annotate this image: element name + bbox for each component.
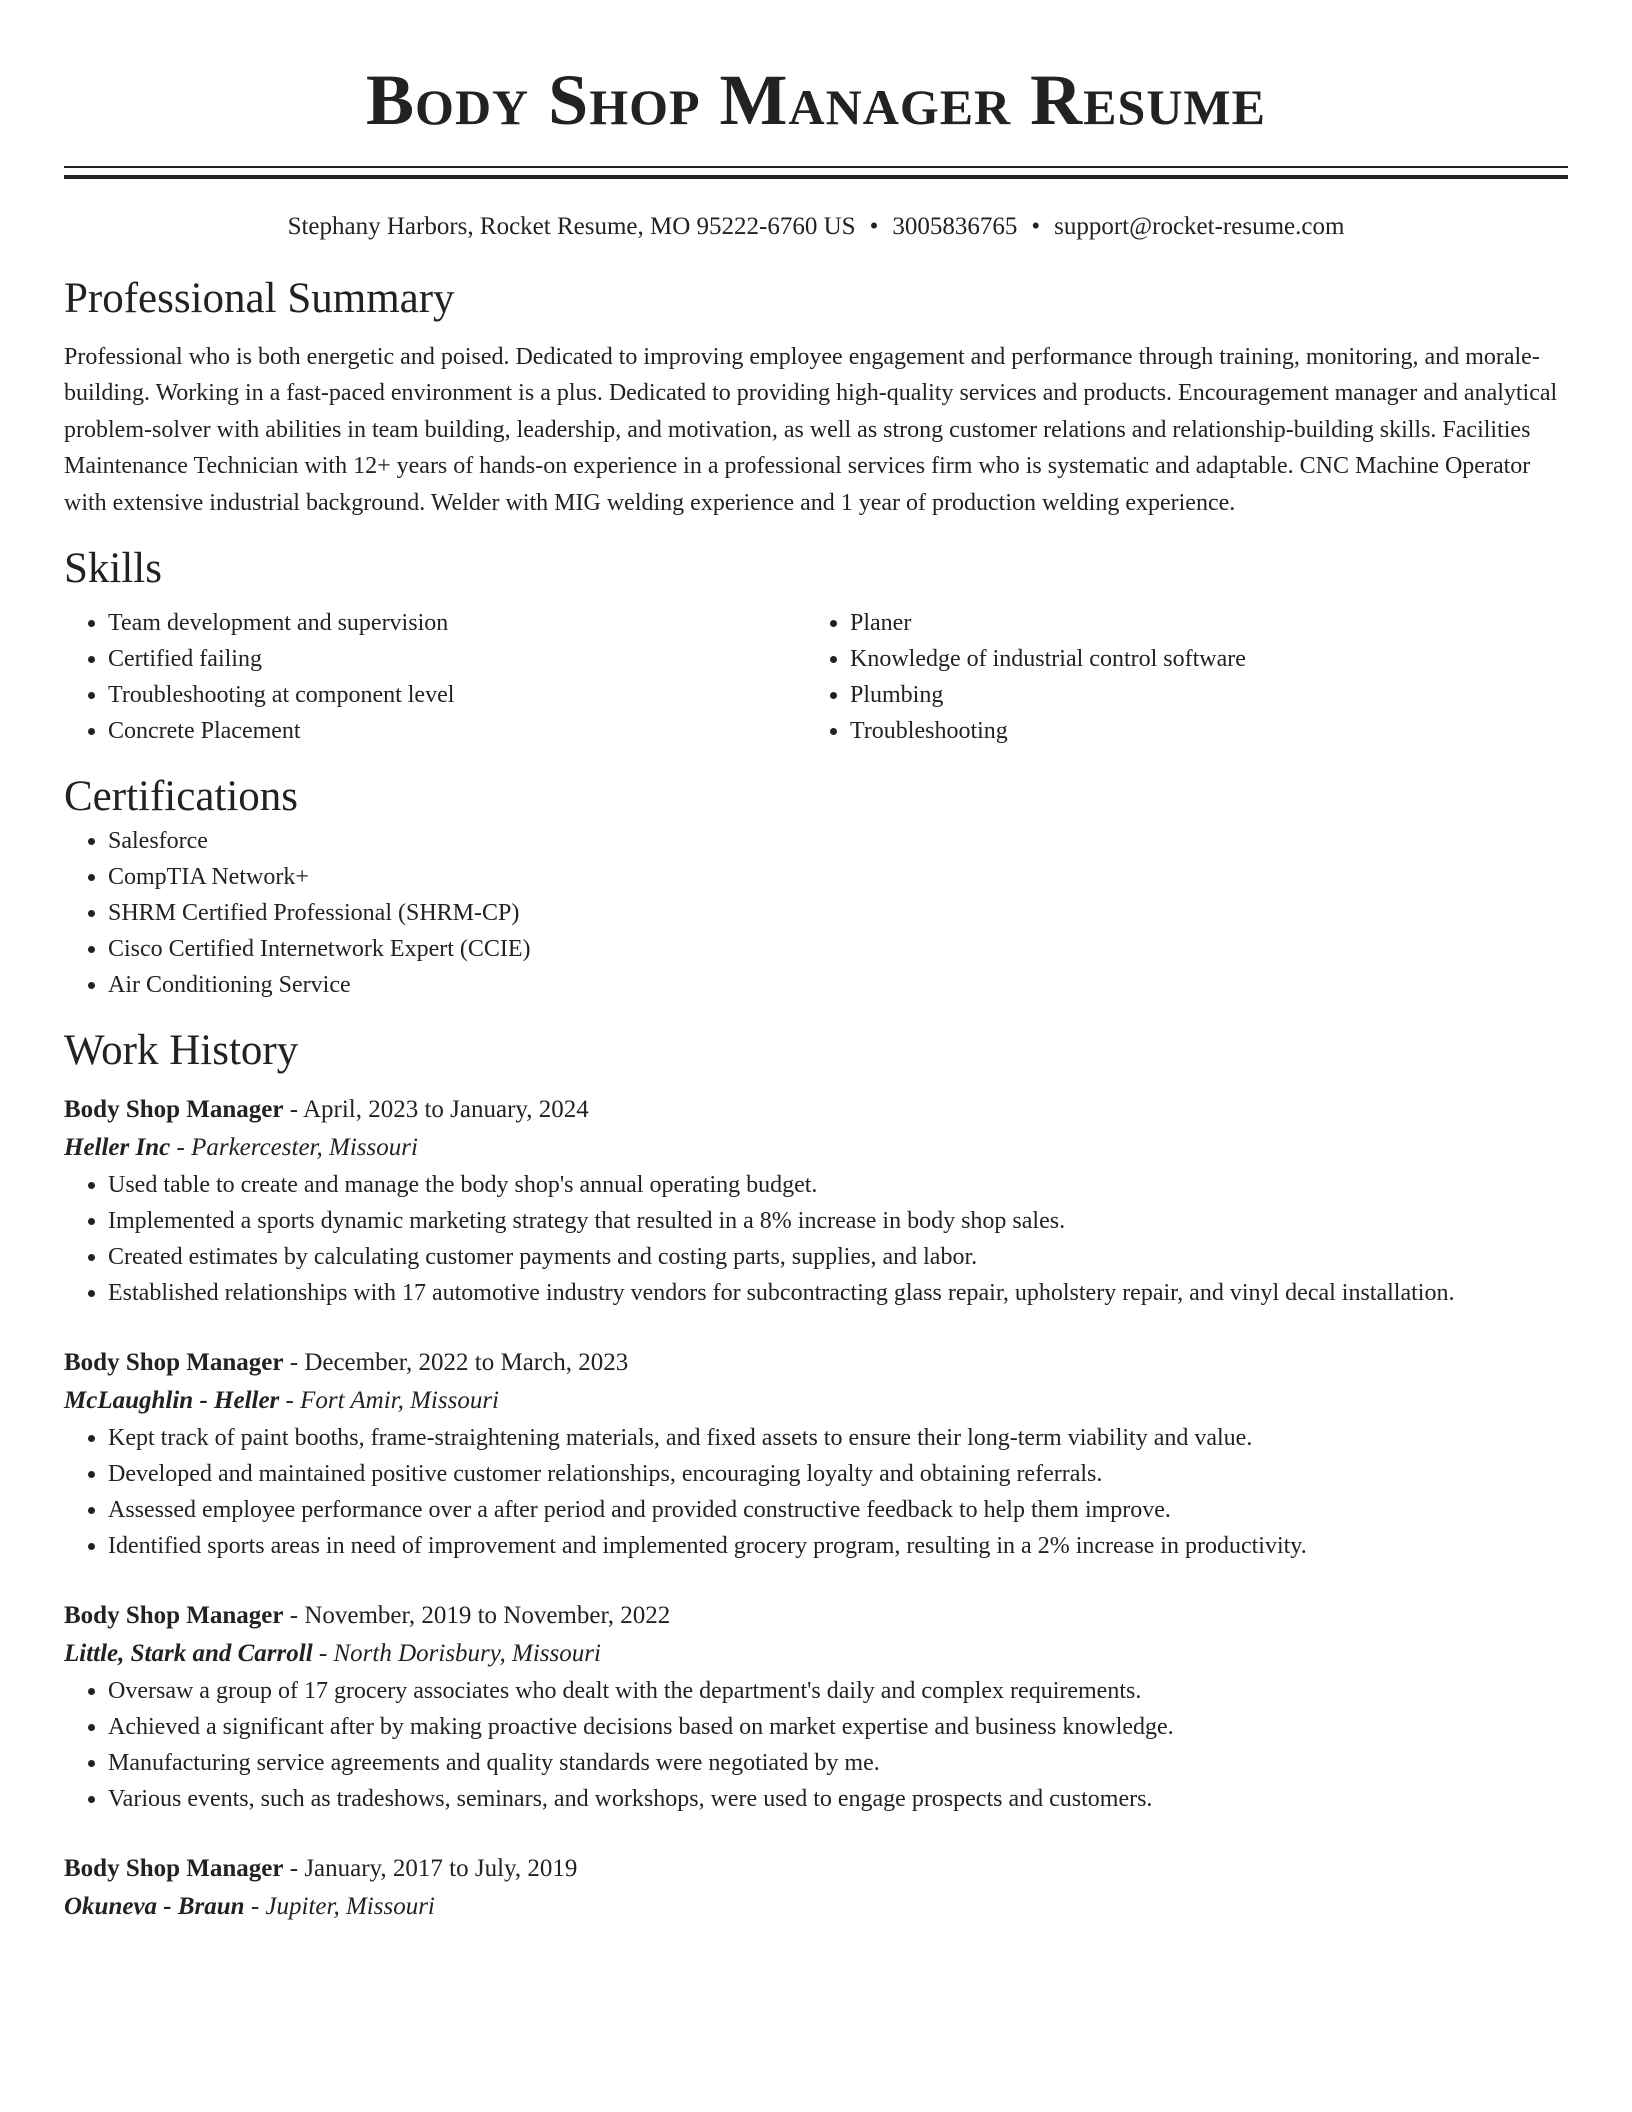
- certification-item: • Salesforce: [108, 823, 1568, 859]
- job-location: Jupiter, Missouri: [265, 1893, 435, 1921]
- certification-item: • CompTIA Network+: [108, 859, 1568, 895]
- job-duty: • Identified sports areas in need of improvement and implemented grocery program, resulting in a 2% increase in productivity.: [108, 1528, 1568, 1564]
- job-company: McLaughlin - Heller: [64, 1387, 280, 1415]
- job-dates: December, 2022 to March, 2023: [304, 1349, 629, 1377]
- skills-column-right: [806, 605, 1548, 749]
- contact-separator: •: [1031, 213, 1041, 240]
- contact-address: Stephany Harbors, Rocket Resume, MO 95222-6760 US: [287, 213, 856, 240]
- skills-column-left: [64, 605, 806, 749]
- job-header: Body Shop Manager - November, 2019 to November, 2022: [64, 1602, 671, 1630]
- job-location: Fort Amir, Missouri: [300, 1387, 500, 1415]
- job-duty: • Developed and maintained positive customer relationships, encouraging loyalty and obtaining referrals.: [108, 1456, 1568, 1492]
- skill-item: • Troubleshooting at component level: [108, 677, 806, 713]
- job-title: Body Shop Manager: [64, 1855, 284, 1883]
- job-company-line: Heller Inc - Parkercester, Missouri: [64, 1134, 418, 1162]
- job-duty: • Achieved a significant after by making proactive decisions based on market expertise and business knowledge.: [108, 1709, 1568, 1745]
- skill-item: • Plumbing: [850, 677, 1548, 713]
- job-duties-list: [64, 1673, 1568, 1817]
- job-header: Body Shop Manager - April, 2023 to January, 2024: [64, 1096, 589, 1124]
- certification-item: • Air Conditioning Service: [108, 967, 1568, 1003]
- job-duty: • Manufacturing service agreements and quality standards were negotiated by me.: [108, 1745, 1568, 1781]
- job-title: Body Shop Manager: [64, 1349, 284, 1377]
- job-duty: • Implemented a sports dynamic marketing strategy that resulted in a 8% increase in body shop sales.: [108, 1203, 1568, 1239]
- divider-thick-line: [64, 175, 1568, 179]
- skill-item: • Planer: [850, 605, 1548, 641]
- job-company-line: Little, Stark and Carroll - North Dorisbury, Missouri: [64, 1640, 601, 1668]
- job-company-line: McLaughlin - Heller - Fort Amir, Missouri: [64, 1387, 500, 1415]
- job-title: Body Shop Manager: [64, 1602, 284, 1630]
- contact-phone: 3005836765: [892, 213, 1018, 240]
- job-duty: • Kept track of paint booths, frame-straightening materials, and fixed assets to ensure their long-term viability and value.: [108, 1420, 1568, 1456]
- contact-separator: •: [869, 213, 879, 240]
- skill-item: • Team development and supervision: [108, 605, 806, 641]
- resume-title: Body Shop Manager Resume: [366, 60, 1266, 140]
- skill-item: • Certified failing: [108, 641, 806, 677]
- summary-heading: Professional Summary: [64, 275, 455, 322]
- job-title: Body Shop Manager: [64, 1096, 284, 1124]
- skills-list-right: [806, 605, 1548, 749]
- title-divider: [64, 166, 1568, 179]
- contact-email: support@rocket-resume.com: [1054, 213, 1345, 240]
- job-duty: • Various events, such as tradeshows, seminars, and workshops, were used to engage prospects and customers.: [108, 1781, 1568, 1817]
- summary-text: Professional who is both energetic and poised. Dedicated to improving employee engagement and performance through training, monitoring, and morale-building. Working in a fast-paced environment is a plus. Dedicated to providing high-quality services and products. Encouragement manager and analytical problem-solver with abilities in team building, leadership, and motivation, as well as strong customer relations and relationship-building skills. Facilities Maintenance Technician with 12+ years of hands-on experience in a professional services firm who is systematic and adaptable. CNC Machine Operator with extensive industrial background. Welder with MIG welding experience and 1 year of production welding experience.: [64, 344, 1558, 516]
- skills-list-left: [64, 605, 806, 749]
- job-entry: [64, 1344, 1568, 1564]
- job-header: Body Shop Manager - December, 2022 to March, 2023: [64, 1349, 629, 1377]
- skill-item: • Knowledge of industrial control software: [850, 641, 1548, 677]
- job-duty: • Oversaw a group of 17 grocery associates who dealt with the department's daily and complex requirements.: [108, 1673, 1568, 1709]
- certification-item: • SHRM Certified Professional (SHRM-CP): [108, 895, 1568, 931]
- job-duty: • Established relationships with 17 automotive industry vendors for subcontracting glass repair, upholstery repair, and vinyl decal installation.: [108, 1275, 1568, 1311]
- job-company-line: Okuneva - Braun - Jupiter, Missouri: [64, 1893, 435, 1921]
- skills-grid: [64, 605, 1568, 749]
- job-dates: January, 2017 to July, 2019: [304, 1855, 578, 1883]
- certifications-heading: Certifications: [64, 773, 299, 821]
- job-duty: • Used table to create and manage the body shop's annual operating budget.: [108, 1167, 1568, 1203]
- job-entry: [64, 1850, 1568, 1926]
- job-company: Little, Stark and Carroll: [64, 1640, 313, 1668]
- job-duty: • Created estimates by calculating customer payments and costing parts, supplies, and labor.: [108, 1239, 1568, 1275]
- contact-line: [64, 211, 1568, 243]
- certification-item: • Cisco Certified Internetwork Expert (CCIE): [108, 931, 1568, 967]
- job-entry: [64, 1091, 1568, 1311]
- job-duties-list: [64, 1167, 1568, 1311]
- job-location: Parkercester, Missouri: [191, 1134, 418, 1162]
- work-history-heading: Work History: [64, 1027, 299, 1075]
- job-dates: April, 2023 to January, 2024: [302, 1096, 589, 1124]
- skill-item: • Concrete Placement: [108, 713, 806, 749]
- skills-heading: Skills: [64, 545, 162, 593]
- divider-thin-line: [64, 166, 1568, 168]
- job-dates: November, 2019 to November, 2022: [304, 1602, 671, 1630]
- job-company: Heller Inc: [64, 1134, 171, 1162]
- skill-item: • Troubleshooting: [850, 713, 1548, 749]
- job-header: Body Shop Manager - January, 2017 to July, 2019: [64, 1855, 578, 1883]
- certifications-list: [64, 823, 1568, 1003]
- job-entry: [64, 1597, 1568, 1817]
- job-location: North Dorisbury, Missouri: [333, 1640, 601, 1668]
- job-company: Okuneva - Braun: [64, 1893, 245, 1921]
- job-duties-list: [64, 1420, 1568, 1564]
- job-duty: • Assessed employee performance over a after period and provided constructive feedback to help them improve.: [108, 1492, 1568, 1528]
